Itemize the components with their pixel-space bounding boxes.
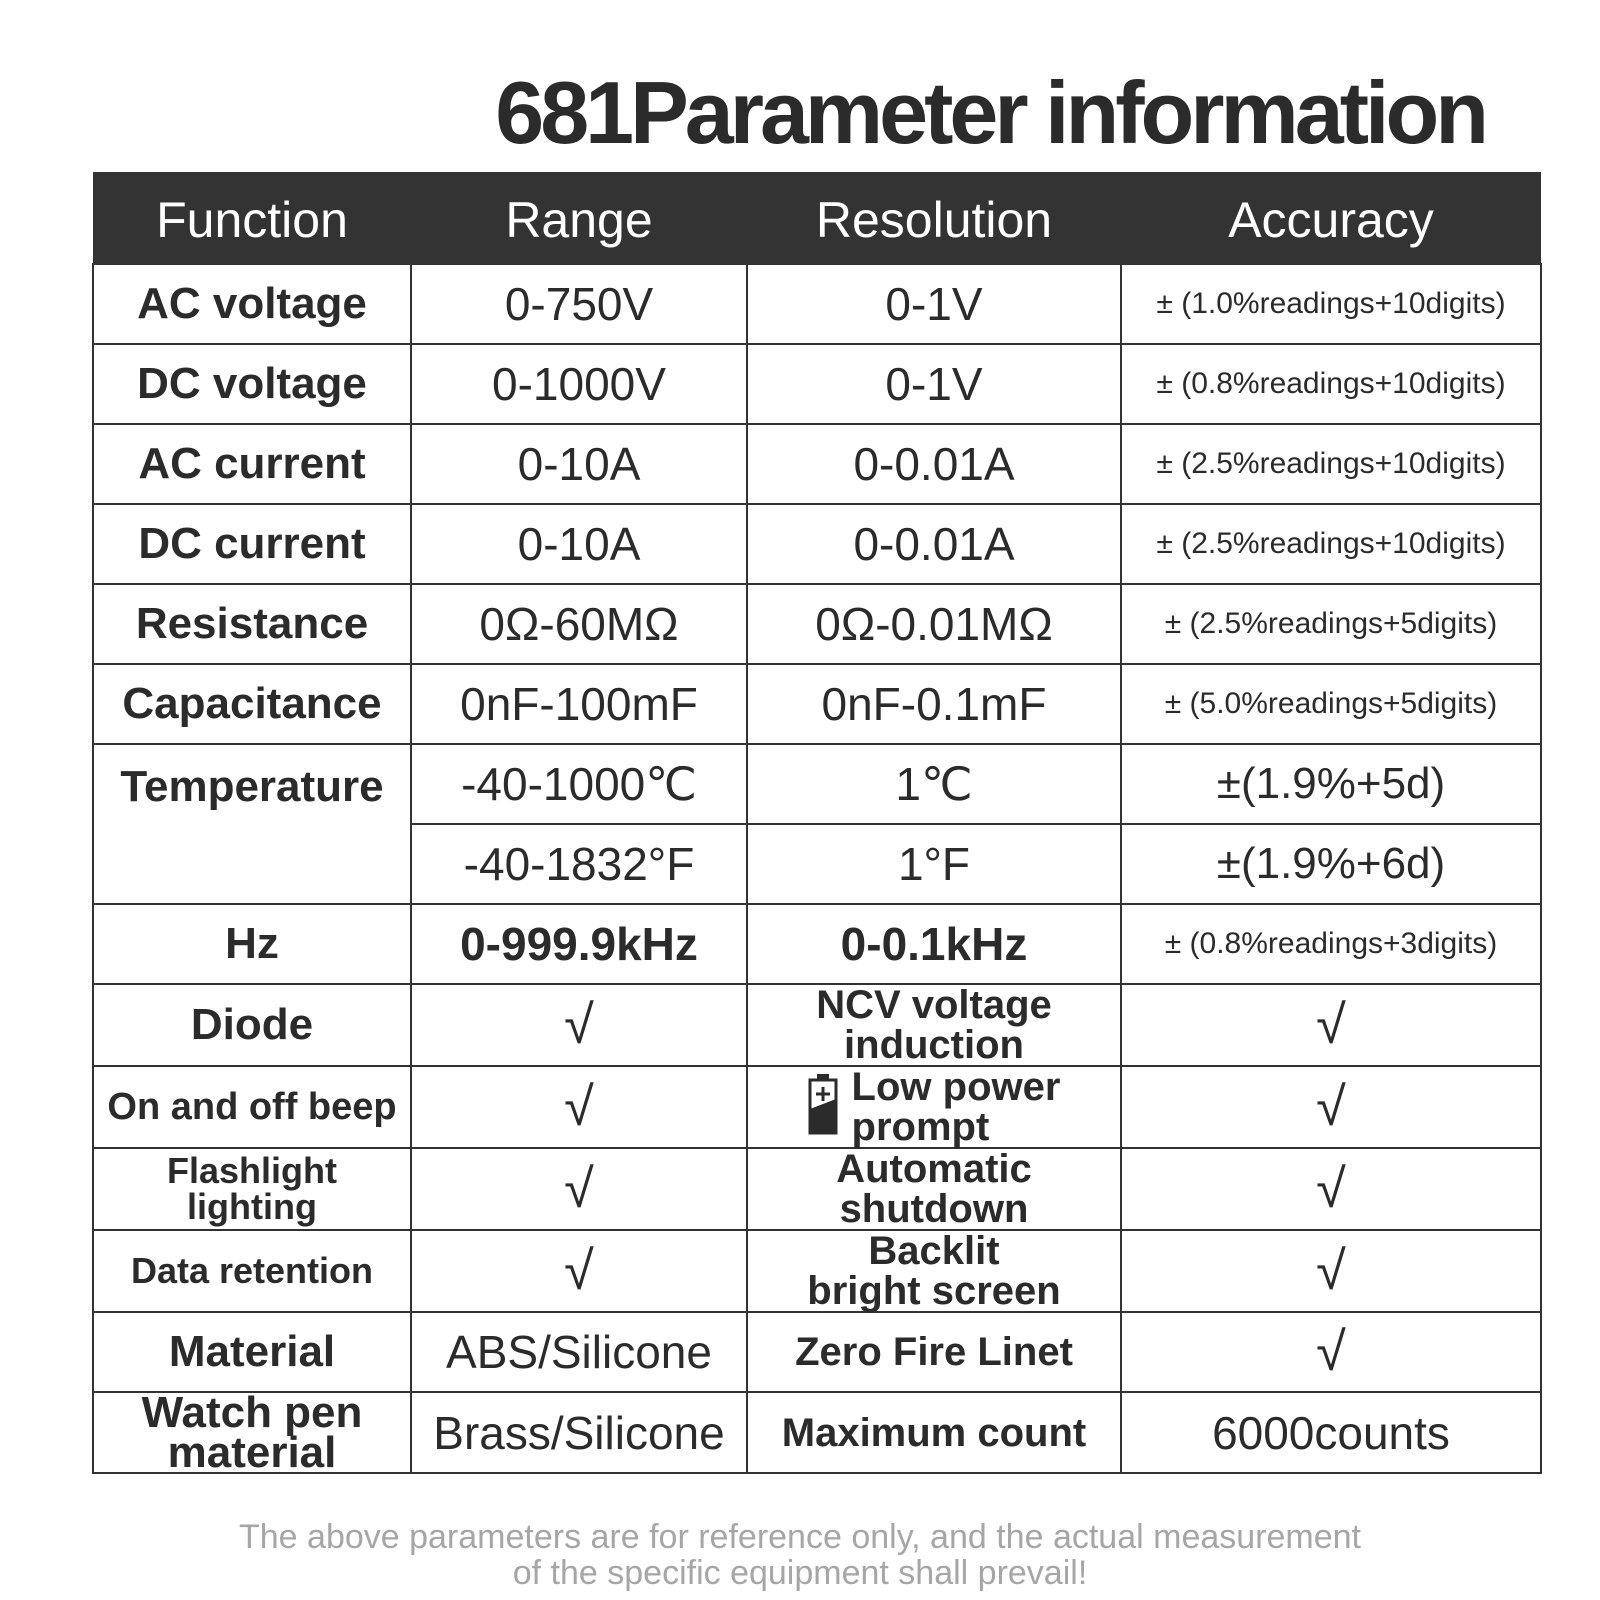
feature-name: [93, 1388, 411, 1477]
accuracy-cell: ±(1.9%+5d): [1121, 744, 1541, 824]
resolution-cell: 0-0.01A: [747, 504, 1121, 584]
table-row: [93, 504, 1541, 584]
function-cell: Resistance: [93, 584, 411, 664]
function-cell: AC voltage: [93, 264, 411, 344]
resolution-cell: 0-1V: [747, 344, 1121, 424]
feature-name: Material: [93, 1312, 411, 1392]
check-mark: √: [411, 984, 747, 1066]
check-mark: √: [411, 1230, 747, 1312]
table-row: [93, 264, 1541, 344]
check-mark: √: [1121, 984, 1541, 1066]
accuracy-cell: ± (2.5%readings+10digits): [1121, 504, 1541, 584]
feature-name: Diode: [93, 984, 411, 1066]
resolution-cell: 0-0.01A: [747, 424, 1121, 504]
accuracy-cell: ± (5.0%readings+5digits): [1121, 664, 1541, 744]
page-title: 681Parameter information: [495, 63, 1485, 162]
check-mark: √: [411, 1066, 747, 1148]
feature-name: On and off beep: [93, 1066, 411, 1148]
table-row: [93, 424, 1541, 504]
disclaimer-note: [0, 1520, 1600, 1591]
range-cell: 0-999.9kHz: [411, 904, 747, 984]
feature-name: [747, 1148, 1121, 1230]
resolution-cell: 1°F: [747, 824, 1121, 904]
resolution-cell: 0-1V: [747, 264, 1121, 344]
feature-name: Zero Fire Linet: [747, 1312, 1121, 1392]
table-row: [93, 344, 1541, 424]
check-mark: √: [1121, 1148, 1541, 1230]
parameter-table: [92, 172, 1542, 1477]
accuracy-cell: ±(1.9%+6d): [1121, 824, 1541, 904]
feature-name: [747, 1230, 1121, 1312]
feature-name: Data retention: [93, 1230, 411, 1312]
feature-line: Low power: [851, 1065, 1061, 1109]
battery-icon: [808, 1073, 838, 1135]
check-mark: √: [1121, 1312, 1541, 1392]
check-mark: √: [1121, 1230, 1541, 1312]
header-function: Function: [93, 172, 411, 264]
function-cell: DC voltage: [93, 344, 411, 424]
feature-name: Maximum count: [747, 1392, 1121, 1473]
resolution-cell: 1℃: [747, 744, 1121, 824]
disclaimer-line: The above parameters are for reference only, and the actual measurement: [239, 1518, 1361, 1556]
range-cell: 0-1000V: [411, 344, 747, 424]
table-row: [93, 904, 1541, 984]
feature-row: [93, 1230, 1541, 1312]
feature-name: [747, 984, 1121, 1066]
feature-line: Backlit: [868, 1229, 1000, 1273]
material-row: [93, 1312, 1541, 1392]
material-value: ABS/Silicone: [411, 1312, 747, 1392]
accuracy-cell: ± (0.8%readings+3digits): [1121, 904, 1541, 984]
feature-line: induction: [844, 1023, 1024, 1067]
accuracy-cell: ± (0.8%readings+10digits): [1121, 344, 1541, 424]
header-row: [93, 172, 1541, 264]
disclaimer-line: of the specific equipment shall prevail!: [512, 1553, 1088, 1592]
feature-line: material: [167, 1427, 337, 1477]
function-cell: AC current: [93, 424, 411, 504]
function-cell: Hz: [93, 904, 411, 984]
resolution-cell: 0Ω-0.01MΩ: [747, 584, 1121, 664]
function-cell: Temperature: [93, 744, 411, 904]
feature-name: Flashlight lighting: [93, 1148, 411, 1230]
pen-row: [93, 1392, 1541, 1473]
range-cell: 0-10A: [411, 504, 747, 584]
range-cell: 0Ω-60MΩ: [411, 584, 747, 664]
table-row: [93, 744, 1541, 824]
header-resolution: Resolution: [747, 172, 1121, 264]
feature-line: prompt: [851, 1105, 990, 1149]
table-row: [93, 584, 1541, 664]
feature-name: [747, 1066, 1121, 1148]
function-cell: DC current: [93, 504, 411, 584]
range-cell: 0nF-100mF: [411, 664, 747, 744]
range-cell: 0-10A: [411, 424, 747, 504]
accuracy-cell: ± (1.0%readings+10digits): [1121, 264, 1541, 344]
feature-line: Automatic: [836, 1147, 1032, 1191]
feature-row: [93, 1148, 1541, 1230]
accuracy-cell: ± (2.5%readings+10digits): [1121, 424, 1541, 504]
feature-line: Watch pen: [141, 1388, 363, 1437]
range-cell: -40-1832°F: [411, 824, 747, 904]
resolution-cell: 0nF-0.1mF: [747, 664, 1121, 744]
accuracy-cell: ± (2.5%readings+5digits): [1121, 584, 1541, 664]
check-mark: √: [411, 1148, 747, 1230]
feature-row: [93, 984, 1541, 1066]
max-count-value: 6000counts: [1121, 1392, 1541, 1473]
feature-line: NCV voltage: [816, 983, 1052, 1027]
header-range: Range: [411, 172, 747, 264]
range-cell: 0-750V: [411, 264, 747, 344]
feature-line: bright screen: [807, 1269, 1061, 1313]
pen-material-value: Brass/Silicone: [411, 1392, 747, 1473]
feature-row: [93, 1066, 1541, 1148]
resolution-cell: 0-0.1kHz: [747, 904, 1121, 984]
function-cell: Capacitance: [93, 664, 411, 744]
header-accuracy: Accuracy: [1121, 172, 1541, 264]
check-mark: √: [1121, 1066, 1541, 1148]
range-cell: -40-1000℃: [411, 744, 747, 824]
feature-line: shutdown: [839, 1187, 1029, 1231]
table-row: [93, 664, 1541, 744]
